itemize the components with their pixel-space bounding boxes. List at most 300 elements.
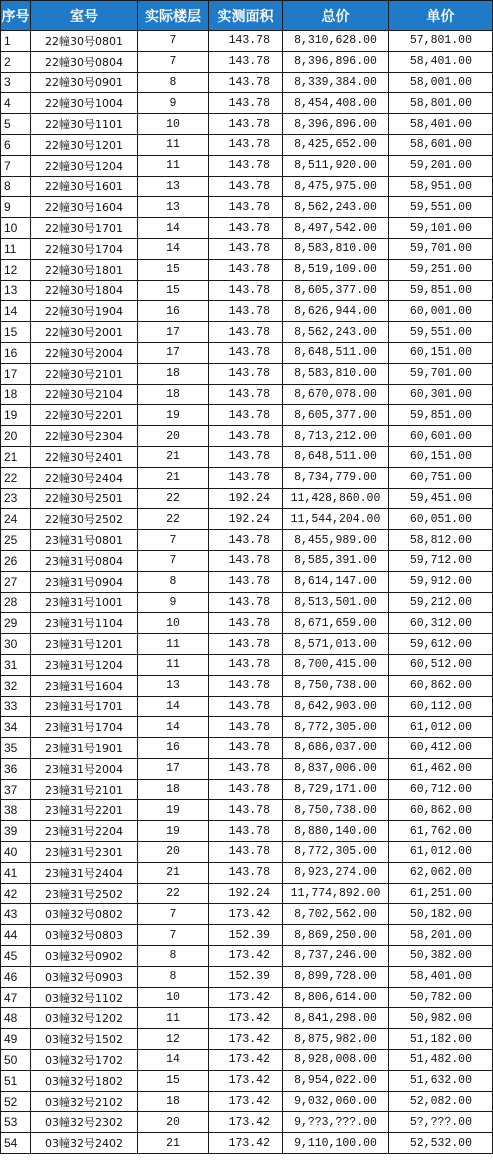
cell-index: 34 [1,717,31,738]
cell-area: 143.78 [209,634,283,655]
cell-room: 22幢30号1704 [31,238,138,259]
table-row [1,696,493,717]
cell-index: 38 [1,800,31,821]
cell-area: 173.42 [209,946,283,967]
cell-floor: 7 [138,925,209,946]
table-row [1,758,493,779]
cell-unit-price: 57,801.00 [389,31,493,52]
cell-unit-price: 60,001.00 [389,301,493,322]
cell-area: 173.42 [209,1133,283,1154]
cell-index: 3 [1,72,31,93]
cell-total-price: 8,702,562.00 [283,904,389,925]
cell-index: 30 [1,634,31,655]
cell-area: 143.78 [209,363,283,384]
table-row [1,322,493,343]
cell-area: 143.78 [209,197,283,218]
cell-area: 143.78 [209,654,283,675]
table-row [1,946,493,967]
cell-room: 03幢32号1802 [31,1070,138,1091]
cell-room: 23幢31号1901 [31,738,138,759]
cell-area: 143.78 [209,842,283,863]
cell-total-price: 8,519,109.00 [283,259,389,280]
cell-unit-price: 61,462.00 [389,758,493,779]
cell-unit-price: 58,601.00 [389,134,493,155]
cell-room: 22幢30号2401 [31,446,138,467]
table-body [1,31,493,1154]
cell-total-price: 8,671,659.00 [283,613,389,634]
cell-total-price: 8,583,810.00 [283,238,389,259]
cell-unit-price: 52,082.00 [389,1091,493,1112]
cell-index: 40 [1,842,31,863]
cell-room: 23幢31号2301 [31,842,138,863]
cell-room: 23幢31号1201 [31,634,138,655]
table-row [1,176,493,197]
cell-area: 192.24 [209,488,283,509]
col-header-index: 序号 [1,1,31,31]
cell-total-price: 8,425,652.00 [283,134,389,155]
table-row [1,1091,493,1112]
cell-floor: 14 [138,1050,209,1071]
cell-unit-price: 60,301.00 [389,384,493,405]
cell-room: 03幢32号1702 [31,1050,138,1071]
cell-index: 7 [1,155,31,176]
cell-total-price: 8,734,779.00 [283,467,389,488]
table-row [1,1112,493,1133]
cell-floor: 17 [138,758,209,779]
cell-area: 143.78 [209,779,283,800]
cell-index: 49 [1,1029,31,1050]
cell-unit-price: 58,201.00 [389,925,493,946]
cell-total-price: 8,841,298.00 [283,1008,389,1029]
cell-unit-price: 60,512.00 [389,654,493,675]
table-row [1,821,493,842]
cell-room: 23幢31号2201 [31,800,138,821]
cell-total-price: 9,110,100.00 [283,1133,389,1154]
cell-floor: 12 [138,1029,209,1050]
cell-room: 22幢30号1101 [31,114,138,135]
cell-unit-price: 61,762.00 [389,821,493,842]
cell-area: 143.78 [209,93,283,114]
cell-total-price: 8,585,391.00 [283,550,389,571]
cell-total-price: 8,772,305.00 [283,842,389,863]
cell-floor: 11 [138,1008,209,1029]
table-row [1,155,493,176]
cell-unit-price: 58,401.00 [389,966,493,987]
cell-room: 03幢32号1102 [31,987,138,1008]
cell-total-price: 8,729,171.00 [283,779,389,800]
table-row [1,779,493,800]
cell-total-price: 8,513,501.00 [283,592,389,613]
cell-floor: 7 [138,530,209,551]
cell-floor: 17 [138,322,209,343]
cell-total-price: 8,562,243.00 [283,197,389,218]
table-row [1,675,493,696]
cell-total-price: 8,737,246.00 [283,946,389,967]
header-row [1,1,493,31]
table-row [1,634,493,655]
cell-unit-price: 61,251.00 [389,883,493,904]
cell-floor: 11 [138,134,209,155]
cell-area: 143.78 [209,301,283,322]
cell-index: 27 [1,571,31,592]
cell-unit-price: 50,782.00 [389,987,493,1008]
cell-total-price: 8,396,896.00 [283,51,389,72]
cell-total-price: 8,686,037.00 [283,738,389,759]
cell-room: 23幢31号1204 [31,654,138,675]
cell-room: 22幢30号2501 [31,488,138,509]
table-row [1,31,493,52]
cell-total-price: 8,928,008.00 [283,1050,389,1071]
cell-area: 192.24 [209,509,283,530]
cell-room: 23幢31号2404 [31,862,138,883]
cell-floor: 9 [138,93,209,114]
cell-room: 03幢32号1202 [31,1008,138,1029]
cell-room: 22幢30号2004 [31,342,138,363]
cell-floor: 19 [138,405,209,426]
cell-floor: 18 [138,779,209,800]
cell-unit-price: 59,551.00 [389,197,493,218]
cell-total-price: 8,700,415.00 [283,654,389,675]
cell-index: 48 [1,1008,31,1029]
cell-unit-price: 62,062.00 [389,862,493,883]
cell-unit-price: 59,212.00 [389,592,493,613]
cell-unit-price: 52,532.00 [389,1133,493,1154]
cell-floor: 16 [138,738,209,759]
cell-room: 23幢31号2502 [31,883,138,904]
cell-room: 22幢30号0801 [31,31,138,52]
cell-room: 23幢31号2204 [31,821,138,842]
cell-index: 42 [1,883,31,904]
cell-area: 143.78 [209,467,283,488]
cell-unit-price: 61,012.00 [389,842,493,863]
table-row [1,738,493,759]
cell-index: 16 [1,342,31,363]
cell-floor: 11 [138,155,209,176]
table-row [1,238,493,259]
cell-floor: 7 [138,31,209,52]
cell-total-price: 9,032,060.00 [283,1091,389,1112]
cell-unit-price: 51,182.00 [389,1029,493,1050]
cell-room: 22幢30号1204 [31,155,138,176]
table-row [1,1050,493,1071]
cell-index: 44 [1,925,31,946]
cell-room: 22幢30号2104 [31,384,138,405]
cell-area: 192.24 [209,883,283,904]
col-header-total-price: 总价 [283,1,389,31]
cell-unit-price: 51,482.00 [389,1050,493,1071]
table-row [1,259,493,280]
cell-unit-price: 61,012.00 [389,717,493,738]
cell-unit-price: 60,151.00 [389,446,493,467]
table-row [1,488,493,509]
cell-total-price: 8,475,975.00 [283,176,389,197]
cell-room: 23幢31号1701 [31,696,138,717]
cell-area: 143.78 [209,613,283,634]
cell-floor: 22 [138,883,209,904]
table-row [1,301,493,322]
cell-floor: 13 [138,176,209,197]
cell-area: 143.78 [209,821,283,842]
cell-index: 29 [1,613,31,634]
cell-floor: 8 [138,571,209,592]
cell-area: 143.78 [209,696,283,717]
cell-index: 22 [1,467,31,488]
cell-total-price: 11,774,892.00 [283,883,389,904]
cell-unit-price: 59,851.00 [389,405,493,426]
cell-floor: 11 [138,634,209,655]
cell-unit-price: 58,401.00 [389,114,493,135]
cell-total-price: 8,670,078.00 [283,384,389,405]
cell-floor: 7 [138,904,209,925]
cell-unit-price: 60,112.00 [389,696,493,717]
cell-area: 152.39 [209,925,283,946]
cell-total-price: 8,614,147.00 [283,571,389,592]
cell-index: 8 [1,176,31,197]
table-row [1,280,493,301]
cell-floor: 21 [138,467,209,488]
cell-room: 22幢30号0804 [31,51,138,72]
cell-index: 47 [1,987,31,1008]
cell-index: 45 [1,946,31,967]
cell-unit-price: 5?,???.00 [389,1112,493,1133]
cell-floor: 10 [138,987,209,1008]
cell-room: 22幢30号1801 [31,259,138,280]
cell-floor: 20 [138,842,209,863]
cell-area: 143.78 [209,322,283,343]
cell-total-price: 8,899,728.00 [283,966,389,987]
cell-total-price: 8,605,377.00 [283,405,389,426]
cell-index: 43 [1,904,31,925]
cell-floor: 21 [138,1133,209,1154]
cell-total-price: 8,869,250.00 [283,925,389,946]
table-row [1,72,493,93]
cell-index: 18 [1,384,31,405]
cell-total-price: 8,806,614.00 [283,987,389,1008]
cell-room: 22幢30号1904 [31,301,138,322]
cell-index: 10 [1,218,31,239]
cell-unit-price: 58,951.00 [389,176,493,197]
cell-floor: 13 [138,197,209,218]
cell-unit-price: 60,862.00 [389,800,493,821]
cell-index: 21 [1,446,31,467]
cell-index: 37 [1,779,31,800]
cell-unit-price: 58,812.00 [389,530,493,551]
cell-area: 173.42 [209,904,283,925]
cell-floor: 11 [138,654,209,675]
cell-unit-price: 60,601.00 [389,426,493,447]
cell-unit-price: 59,701.00 [389,238,493,259]
table-row [1,592,493,613]
table-row [1,51,493,72]
cell-room: 23幢31号0904 [31,571,138,592]
table-row [1,446,493,467]
cell-area: 143.78 [209,51,283,72]
cell-room: 22幢30号1804 [31,280,138,301]
cell-area: 143.78 [209,280,283,301]
cell-total-price: 8,648,511.00 [283,342,389,363]
cell-index: 6 [1,134,31,155]
cell-floor: 21 [138,862,209,883]
cell-total-price: 8,875,982.00 [283,1029,389,1050]
cell-room: 22幢30号1601 [31,176,138,197]
cell-area: 143.78 [209,218,283,239]
cell-area: 143.78 [209,550,283,571]
cell-floor: 22 [138,488,209,509]
col-header-room: 室号 [31,1,138,31]
cell-index: 36 [1,758,31,779]
cell-area: 143.78 [209,426,283,447]
cell-floor: 20 [138,426,209,447]
cell-area: 143.78 [209,758,283,779]
cell-total-price: 8,339,384.00 [283,72,389,93]
cell-unit-price: 60,751.00 [389,467,493,488]
cell-unit-price: 59,101.00 [389,218,493,239]
cell-index: 12 [1,259,31,280]
cell-area: 173.42 [209,1029,283,1050]
cell-unit-price: 59,701.00 [389,363,493,384]
cell-area: 173.42 [209,1091,283,1112]
cell-total-price: 8,713,212.00 [283,426,389,447]
cell-floor: 15 [138,1070,209,1091]
cell-floor: 14 [138,238,209,259]
cell-total-price: 8,880,140.00 [283,821,389,842]
cell-room: 23幢31号1104 [31,613,138,634]
cell-floor: 15 [138,280,209,301]
cell-area: 143.78 [209,530,283,551]
cell-unit-price: 59,451.00 [389,488,493,509]
cell-unit-price: 60,312.00 [389,613,493,634]
cell-room: 03幢32号2102 [31,1091,138,1112]
cell-area: 143.78 [209,342,283,363]
cell-total-price: 8,497,542.00 [283,218,389,239]
cell-unit-price: 50,982.00 [389,1008,493,1029]
cell-unit-price: 59,712.00 [389,550,493,571]
cell-index: 31 [1,654,31,675]
cell-floor: 8 [138,946,209,967]
table-row [1,1133,493,1154]
cell-room: 23幢31号0801 [31,530,138,551]
cell-area: 143.78 [209,259,283,280]
cell-floor: 19 [138,821,209,842]
cell-floor: 14 [138,696,209,717]
cell-unit-price: 59,251.00 [389,259,493,280]
cell-index: 2 [1,51,31,72]
cell-total-price: 8,605,377.00 [283,280,389,301]
cell-room: 03幢32号0902 [31,946,138,967]
cell-total-price: 8,837,006.00 [283,758,389,779]
cell-unit-price: 59,612.00 [389,634,493,655]
cell-unit-price: 59,912.00 [389,571,493,592]
cell-room: 22幢30号1201 [31,134,138,155]
table-row [1,384,493,405]
cell-index: 28 [1,592,31,613]
cell-index: 41 [1,862,31,883]
cell-floor: 22 [138,509,209,530]
cell-index: 50 [1,1050,31,1071]
cell-unit-price: 50,182.00 [389,904,493,925]
cell-total-price: 9,??3,???.00 [283,1112,389,1133]
cell-total-price: 8,310,628.00 [283,31,389,52]
table-row [1,114,493,135]
cell-area: 143.78 [209,675,283,696]
cell-area: 143.78 [209,800,283,821]
table-row [1,509,493,530]
cell-index: 4 [1,93,31,114]
cell-room: 22幢30号0901 [31,72,138,93]
cell-index: 11 [1,238,31,259]
cell-room: 22幢30号2304 [31,426,138,447]
cell-unit-price: 59,851.00 [389,280,493,301]
cell-room: 03幢32号1502 [31,1029,138,1050]
table-row [1,467,493,488]
cell-index: 25 [1,530,31,551]
cell-floor: 15 [138,259,209,280]
cell-floor: 13 [138,675,209,696]
cell-area: 143.78 [209,176,283,197]
table-row [1,571,493,592]
cell-floor: 21 [138,446,209,467]
cell-unit-price: 59,201.00 [389,155,493,176]
table-row [1,800,493,821]
cell-index: 20 [1,426,31,447]
table-row [1,134,493,155]
cell-room: 23幢31号1604 [31,675,138,696]
cell-room: 23幢31号1001 [31,592,138,613]
cell-unit-price: 58,001.00 [389,72,493,93]
cell-unit-price: 60,151.00 [389,342,493,363]
cell-index: 52 [1,1091,31,1112]
cell-unit-price: 59,551.00 [389,322,493,343]
table-row [1,1070,493,1091]
cell-index: 26 [1,550,31,571]
cell-area: 143.78 [209,446,283,467]
col-header-unit-price: 单价 [389,1,493,31]
table-row [1,405,493,426]
cell-total-price: 8,511,920.00 [283,155,389,176]
cell-room: 03幢32号0803 [31,925,138,946]
cell-floor: 8 [138,966,209,987]
cell-area: 173.42 [209,987,283,1008]
cell-room: 22幢30号2001 [31,322,138,343]
cell-area: 173.42 [209,1050,283,1071]
cell-index: 24 [1,509,31,530]
cell-area: 143.78 [209,862,283,883]
table-row [1,363,493,384]
cell-total-price: 11,544,204.00 [283,509,389,530]
cell-floor: 10 [138,613,209,634]
cell-index: 53 [1,1112,31,1133]
table-row [1,613,493,634]
table-row [1,842,493,863]
cell-floor: 14 [138,717,209,738]
cell-total-price: 11,428,860.00 [283,488,389,509]
cell-index: 51 [1,1070,31,1091]
cell-area: 143.78 [209,114,283,135]
cell-room: 23幢31号1704 [31,717,138,738]
table-row [1,925,493,946]
cell-floor: 18 [138,363,209,384]
cell-room: 22幢30号2404 [31,467,138,488]
table-row [1,426,493,447]
cell-room: 22幢30号2502 [31,509,138,530]
cell-index: 23 [1,488,31,509]
cell-floor: 9 [138,592,209,613]
cell-index: 13 [1,280,31,301]
cell-area: 143.78 [209,72,283,93]
cell-room: 22幢30号1701 [31,218,138,239]
cell-floor: 20 [138,1112,209,1133]
cell-room: 22幢30号2201 [31,405,138,426]
